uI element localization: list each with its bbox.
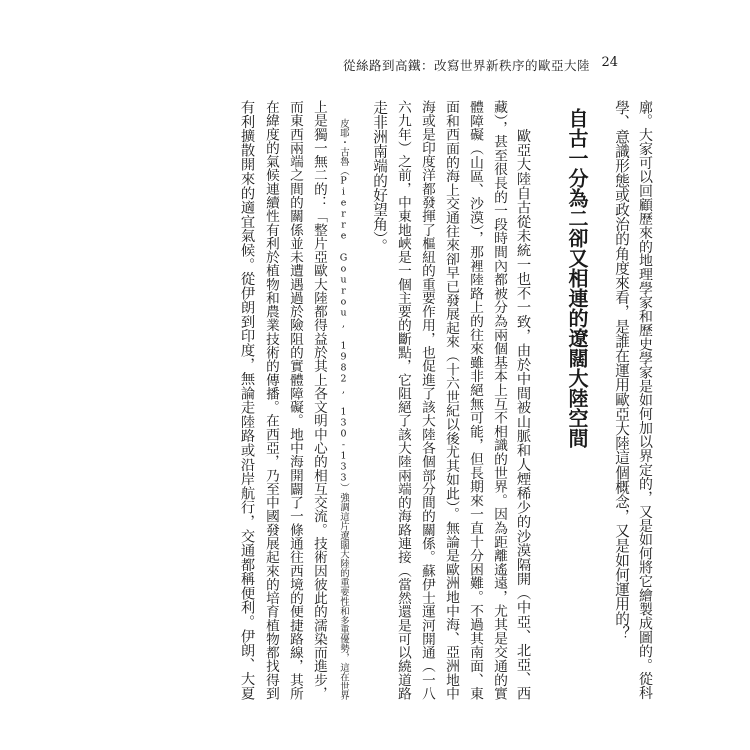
text-column [514, 100, 532, 700]
text-column [466, 100, 484, 700]
text-column [442, 100, 460, 700]
text-line: 海或是印度洋都發揮了樞紐的重要作用，也促進了該大陸各個部分間的關係。蘇伊士運河開通（一八 [419, 100, 435, 701]
text-column [238, 100, 256, 700]
text-line: 廓。大家可以回顧歷來的地理學家和歷史學家是如何加以界定的，又是如何將它繪製成圖的。從科 [636, 100, 652, 700]
text-line: 藏），甚至很長的一段時間內都被分為兩個基本上互不相識的世界。因為距離遙遠，尤其是交通的實 [491, 100, 507, 701]
text-column [612, 100, 630, 640]
page-number: 24 [601, 55, 618, 70]
running-head: 從絲路到高鐵：改寫世界新秩序的歐亞大陸 [342, 58, 590, 73]
text-column [394, 100, 412, 700]
section-heading [566, 108, 588, 448]
text-line: 皮耶・古魯（Pierre Gourou, 1982, 130-133）強調這片遼闊大陸的重要性和多重優勢，這在世界 [338, 100, 349, 701]
text-line: 六九年）之前，中東地峽是一個主要的斷點，它阻絕了該大陸兩端的海路連接（當然還是可以繞道路 [395, 100, 411, 701]
text-column [418, 100, 436, 700]
text-column [490, 100, 508, 700]
text-column [286, 100, 304, 700]
text-line: 體障礙（山區、沙漠），那裡陸路上的往來雖非絕無可能，但長期來一直十分困難。不過其南面、東 [467, 100, 483, 701]
text-column [262, 100, 280, 700]
text-line: 面和西面的海上交通往來卻早已發展起來（十六世紀以後尤其如此）。無論是歐洲地中海、亞洲地中 [443, 100, 459, 701]
text-line: 而東西兩端之間的關係並未遭遇過於險阻的實體障礙。地中海開闢了一條通往西境的便捷路線，其所 [287, 100, 303, 701]
text-line: 在緯度的氣候連續性有利於植物和農業技術的傳播。在西亞，乃至中國發展起來的培育植物都找得到 [263, 100, 279, 701]
text-column [635, 100, 653, 700]
text-column [370, 100, 388, 253]
text-column [334, 100, 352, 700]
text-line: 走非洲南端的好望角）。 [371, 100, 388, 254]
text-line: 上是獨一無二的：「整片亞歐大陸都得益於其上各文明中心的相互交流。技術因彼此的濡染而進步， [311, 100, 327, 701]
text-line: 歐亞大陸自古從未統一也不一致，由於中間被山脈和人煙稀少的沙漠隔開（中亞、北亞、西 [515, 100, 531, 701]
text-line: 學、意識形態或政治的角度來看，是誰在運用歐亞大陸這個概念，又是如何運用的？ [613, 100, 630, 641]
section-heading-text: 自古一分為二卻又相連的遼闊大陸空間 [565, 108, 589, 448]
text-column [310, 100, 328, 700]
text-line: 有利擴散開來的適宜氣候。從伊朗到印度，無論走陸路或沿岸航行，交通都稱便利。伊朗、大夏 [239, 100, 255, 701]
